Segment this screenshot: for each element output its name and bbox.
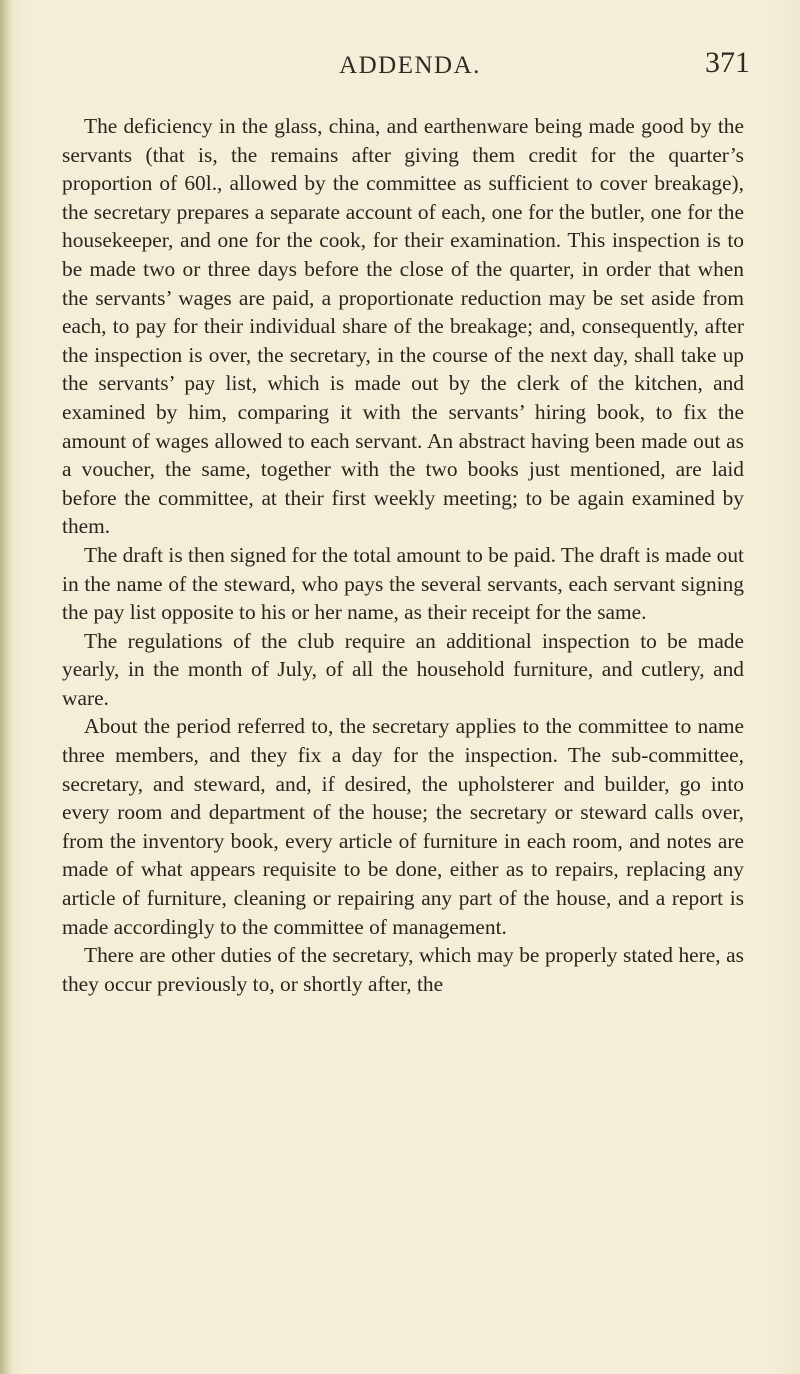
paragraph: The draft is then signed for the total amount to be paid. The draft is made out in the name of the steward, who pays the several servants, each servant signing the pay list opposite to his or her name, as their receipt for the same. — [62, 542, 744, 625]
paragraph: About the period referred to, the secretary applies to the committee to name three members, and they fix a day for the inspection. The sub-committee, secretary, and steward, and, if desired, the upholsterer and builder, go into every room and department of the house; the secretary or steward calls over, from the inventory book, every article of furniture in each room, and notes are made of what appears requisite to be done, either as to repairs, replacing any article of furniture, cleaning or repairing any part of the house, and a report is made accordingly to the committee of management. — [62, 714, 744, 939]
binding-gutter — [0, 0, 12, 1374]
body-text — [62, 112, 744, 998]
paragraph: There are other duties of the secretary, which may be properly stated here, as they occur previously to, or shortly after, the — [62, 943, 744, 996]
running-title: ADDENDA. — [339, 52, 481, 79]
page-number: 371 — [705, 46, 750, 79]
paragraph: The regulations of the club require an additional inspection to be made yearly, in the month of July, of all the household furniture, and cutlery, and ware. — [62, 628, 744, 710]
running-head — [70, 46, 750, 92]
paragraph: The deficiency in the glass, china, and earthenware being made good by the servants (that is, the remains after giving them credit for the quarter’s proportion of 60l., allowed by the committee as sufficient to cover breakage), the secretary prepares a separate account of each, one for the butler, one for the housekeeper, and one for the cook, for their examination. This inspection is to be made two or three days before the close of the quarter, in order that when the servants’ wages are paid, a proportionate reduction may be set aside from each, to pay for their individual share of the breakage; and, consequently, after the inspection is over, the secretary, in the course of the next day, shall take up the servants’ pay list, which is made out by the clerk of the kitchen, and examined by him, comparing it with the servants’ hiring book, to fix the amount of wages allowed to each servant. An abstract having been made out as a voucher, the same, together with the two books just mentioned, are laid before the committee, at their first weekly meeting; to be again examined by them. — [62, 114, 744, 539]
